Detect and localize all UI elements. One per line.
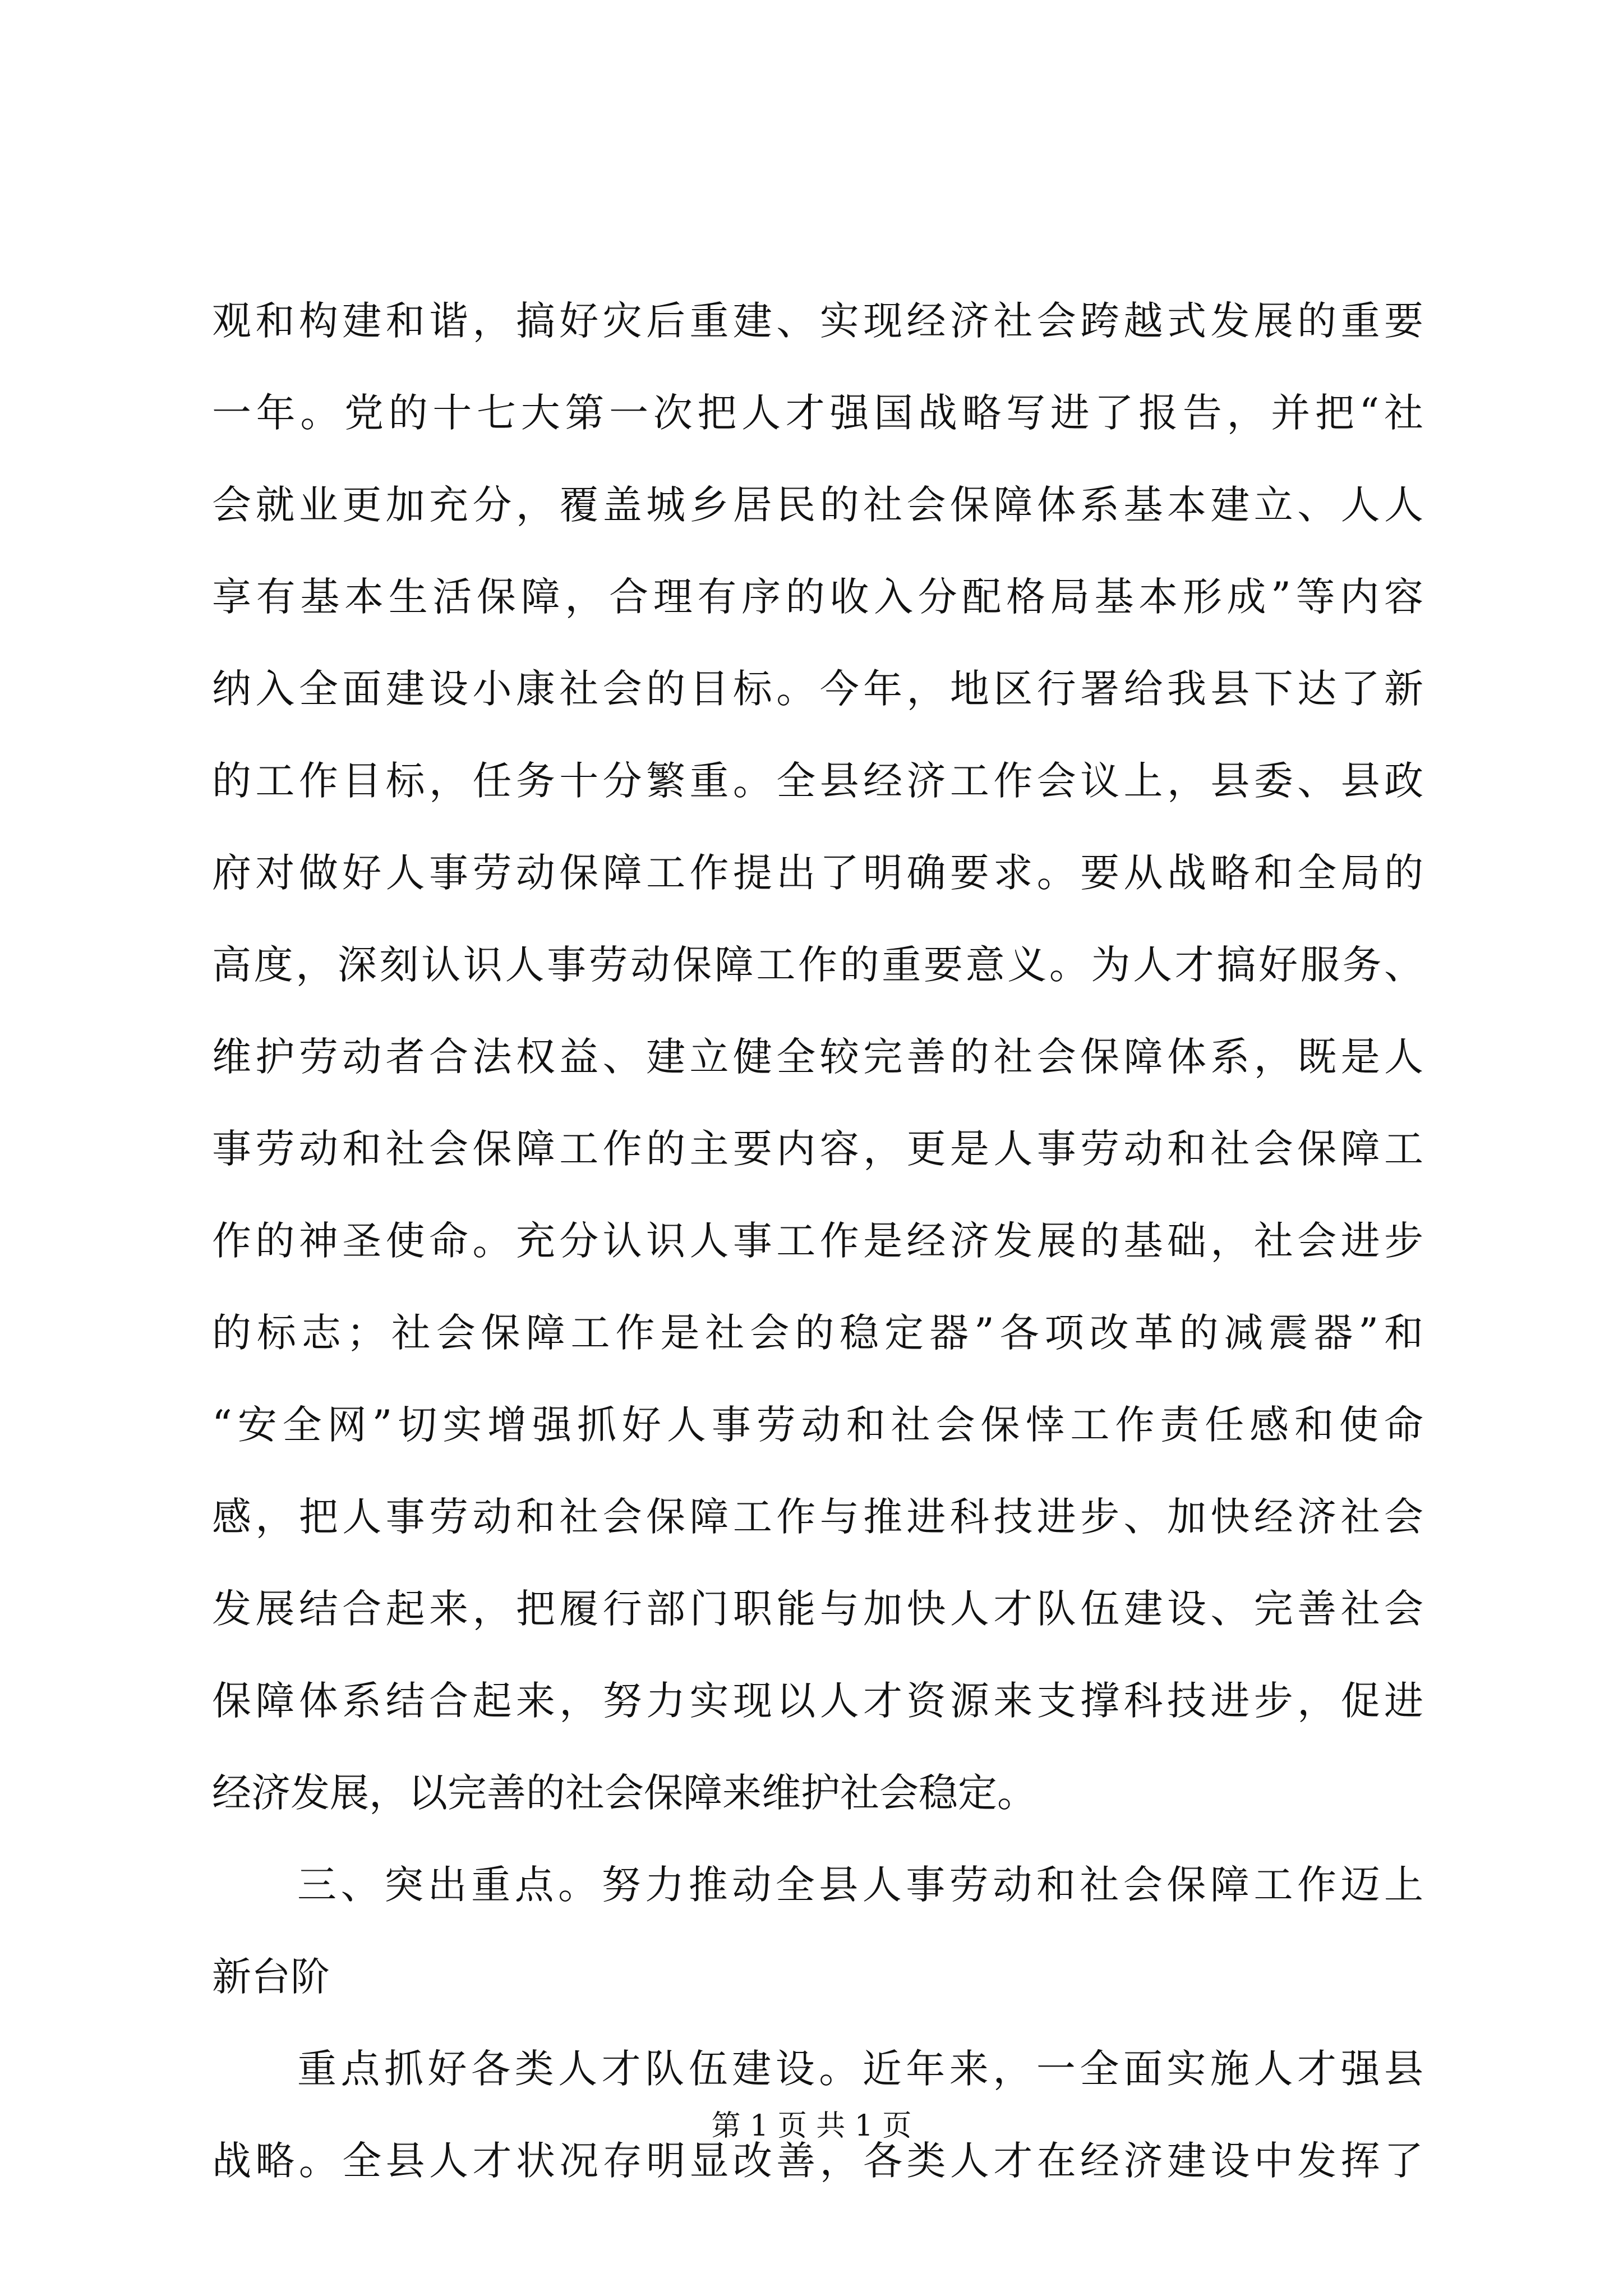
text-line: “安全网”切实增强抓好人事劳动和社会保悻工作责任感和使命 [212, 1402, 1423, 1448]
text-line: 保障体系结合起来，努力实现以人才资源来支撑科技进步，促进 [212, 1678, 1423, 1724]
body-text [212, 275, 1423, 2207]
text-line: 府对做好人事劳动保障工作提出了明确要求。要从战略和全局的 [212, 850, 1423, 896]
text-line: 会就业更加充分，覆盖城乡居民的社会保障体系基本建立、人人 [212, 482, 1423, 528]
text-line: 作的神圣使命。充分认识人事工作是经济发展的基础，社会进步 [212, 1218, 1423, 1264]
text-line: 经济发展，以完善的社会保障来维护社会稳定。 [212, 1770, 1036, 1816]
text-line: 高度，深刻认识人事劳动保障工作的重要意义。为人才搞好服务、 [212, 942, 1423, 988]
section-heading-line: 新台阶 [212, 1954, 330, 2000]
section-heading-line: 三、突出重点。努力推动全县人事劳动和社会保障工作迈上 [297, 1862, 1423, 1908]
text-line: 的标志；社会保障工作是社会的稳定器”各项改革的减震器”和 [212, 1310, 1423, 1356]
text-line: 享有基本生活保障，合理有序的收入分配格局基本形成”等内容 [212, 574, 1423, 620]
text-line: 发展结合起来，把履行部门职能与加快人才队伍建设、完善社会 [212, 1586, 1423, 1632]
text-line: 观和构建和谐，搞好灾后重建、实现经济社会跨越式发展的重要 [212, 298, 1423, 344]
text-line: 重点抓好各类人才队伍建设。近年来，一全面实施人才强县 [297, 2046, 1423, 2092]
text-line: 感，把人事劳动和社会保障工作与推进科技进步、加快经济社会 [212, 1494, 1423, 1540]
page-footer: 第 1 页 共 1 页 [711, 2109, 912, 2143]
text-line: 一年。党的十七大第一次把人才强国战略写进了报告，并把“社 [212, 390, 1423, 436]
text-line: 维护劳动者合法权益、建立健全较完善的社会保障体系，既是人 [212, 1034, 1423, 1080]
text-line: 战略。全县人才状况存明显改善，各类人才在经济建设中发挥了 [212, 2138, 1423, 2184]
text-line: 的工作目标，任务十分繁重。全县经济工作会议上，县委、县政 [212, 758, 1423, 804]
text-line: 事劳动和社会保障工作的主要内容，更是人事劳动和社会保障工 [212, 1126, 1423, 1172]
text-line: 纳入全面建设小康社会的目标。今年，地区行署给我县下达了新 [212, 666, 1423, 712]
